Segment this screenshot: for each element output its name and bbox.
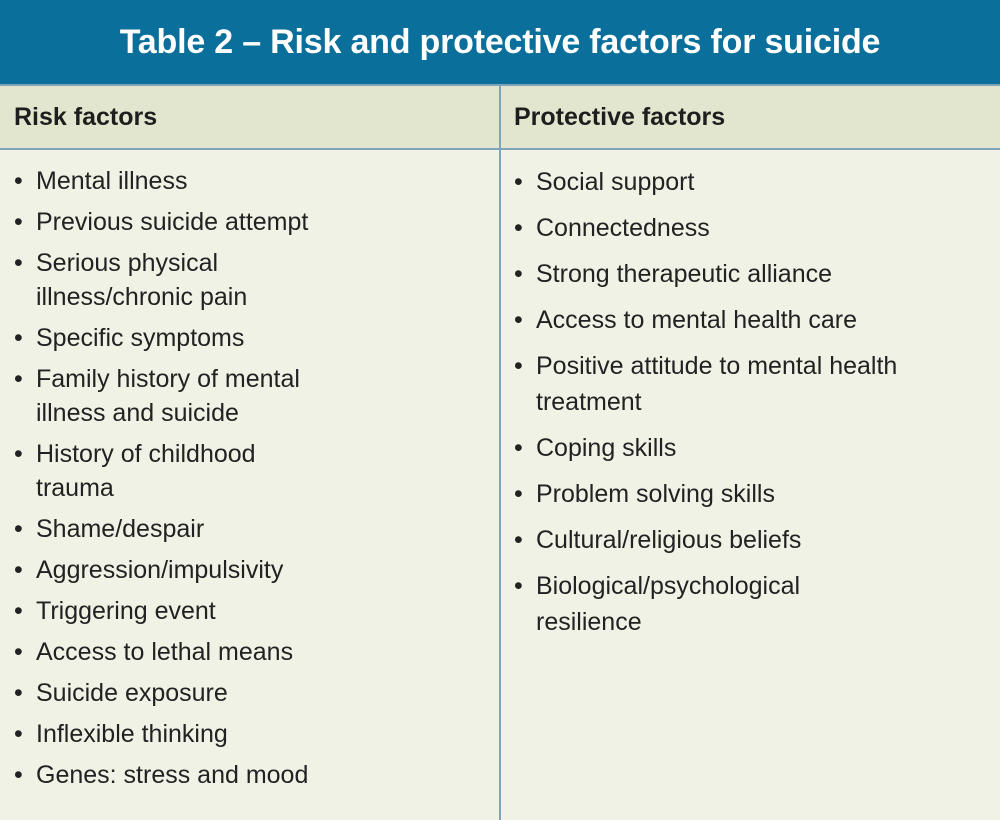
bullet-icon: • xyxy=(514,526,523,554)
protective-factor-text: Problem solving skills xyxy=(536,480,775,508)
protective-factors-list xyxy=(514,164,984,650)
table-title: Table 2 – Risk and protective factors for suicide xyxy=(119,22,881,61)
bullet-icon: • xyxy=(514,168,523,196)
bullet-icon: • xyxy=(514,352,523,380)
risk-factor-text: Access to lethal means xyxy=(36,638,294,666)
bullet-icon: • xyxy=(14,720,23,748)
risk-factor-text: Previous suicide attempt xyxy=(36,208,309,236)
list-item xyxy=(14,553,484,587)
bullet-icon: • xyxy=(14,761,23,789)
list-item xyxy=(14,594,484,628)
list-item xyxy=(514,522,984,558)
bullet-icon: • xyxy=(14,597,23,625)
risk-factor-text: History of childhood trauma xyxy=(36,440,256,502)
protective-factors-header: Protective factors xyxy=(514,102,726,131)
bullet-icon: • xyxy=(514,434,523,462)
list-item xyxy=(14,164,484,198)
risk-factor-text: Family history of mental illness and suicide xyxy=(36,365,300,427)
list-item xyxy=(14,246,306,314)
risk-factor-text: Aggression/impulsivity xyxy=(36,556,284,584)
protective-factor-text: Strong therapeutic alliance xyxy=(536,260,833,288)
list-item xyxy=(514,302,984,338)
list-item xyxy=(514,256,984,292)
list-item xyxy=(514,210,984,246)
table-body xyxy=(0,150,1000,820)
bullet-icon: • xyxy=(14,167,23,195)
bullet-icon: • xyxy=(14,679,23,707)
bullet-icon: • xyxy=(14,638,23,666)
bullet-icon: • xyxy=(514,572,523,600)
list-item xyxy=(514,164,984,200)
bullet-icon: • xyxy=(14,324,23,352)
protective-factor-text: Coping skills xyxy=(536,434,677,462)
list-item xyxy=(14,676,484,710)
protective-factor-text: Connectedness xyxy=(536,214,710,242)
list-item xyxy=(514,348,986,420)
bullet-icon: • xyxy=(514,214,523,242)
bullet-icon: • xyxy=(14,365,23,393)
protective-factor-text: Social support xyxy=(536,168,695,196)
risk-factor-text: Genes: stress and mood xyxy=(36,761,309,789)
bullet-icon: • xyxy=(14,556,23,584)
protective-factor-text: Cultural/religious beliefs xyxy=(536,526,802,554)
risk-factor-text: Shame/despair xyxy=(36,515,205,543)
risk-factors-list xyxy=(14,164,484,799)
list-item xyxy=(514,568,876,640)
risk-factor-text: Mental illness xyxy=(36,167,188,195)
bullet-icon: • xyxy=(14,515,23,543)
list-item xyxy=(514,476,984,512)
bullet-icon: • xyxy=(514,480,523,508)
list-item xyxy=(14,321,484,355)
list-item xyxy=(514,430,984,466)
risk-factor-text: Suicide exposure xyxy=(36,679,228,707)
table-title-bar xyxy=(0,0,1000,84)
risk-factor-text: Inflexible thinking xyxy=(36,720,228,748)
bullet-icon: • xyxy=(14,208,23,236)
list-item xyxy=(14,717,484,751)
list-item xyxy=(14,635,484,669)
risk-factor-text: Specific symptoms xyxy=(36,324,245,352)
protective-factor-text: Biological/psychological resilience xyxy=(536,572,801,636)
list-item xyxy=(14,758,484,792)
risk-factor-text: Serious physical illness/chronic pain xyxy=(36,249,248,311)
risk-factor-text: Triggering event xyxy=(36,597,216,625)
bullet-icon: • xyxy=(514,306,523,334)
list-item xyxy=(14,205,484,239)
risk-factors-header: Risk factors xyxy=(14,102,158,131)
list-item xyxy=(14,362,376,430)
list-item xyxy=(14,437,326,505)
bullet-icon: • xyxy=(14,249,23,277)
protective-factor-text: Access to mental health care xyxy=(536,306,857,334)
protective-factor-text: Positive attitude to mental health treatment xyxy=(536,352,898,416)
bullet-icon: • xyxy=(514,260,523,288)
bullet-icon: • xyxy=(14,440,23,468)
list-item xyxy=(14,512,484,546)
